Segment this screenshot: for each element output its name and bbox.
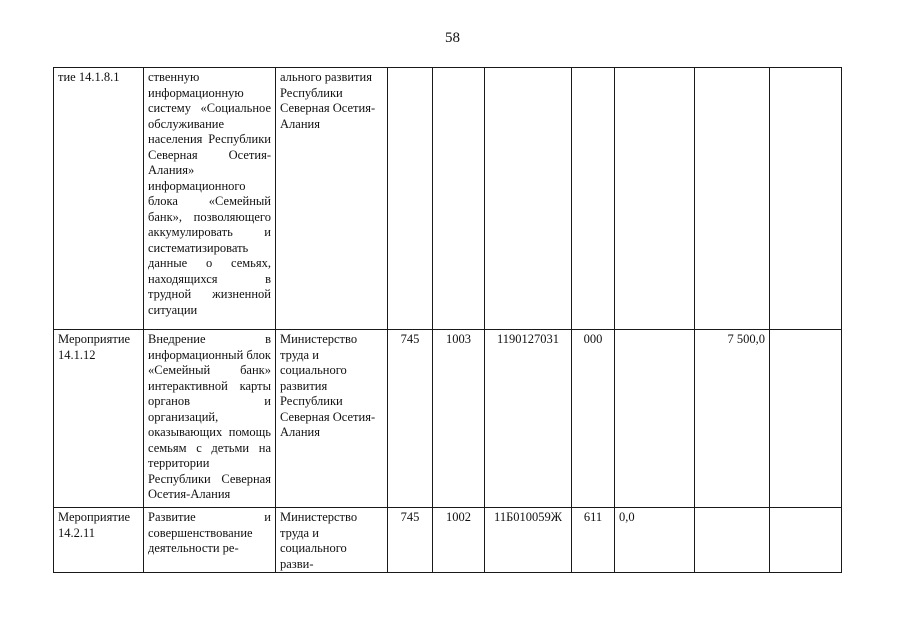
- table-row: [54, 330, 842, 508]
- amount-cell-2: 7 500,0: [695, 330, 770, 508]
- executor-cell: Министерство труда и социального разви-: [276, 508, 388, 573]
- executor-cell: Министерство труда и социального развития Республики Северная Осетия-Алания: [276, 330, 388, 508]
- event-name-cell: Мероприятие 14.2.11: [54, 508, 144, 573]
- csr-cell: 1190127031: [485, 330, 572, 508]
- rzpr-cell: 1002: [433, 508, 485, 573]
- page-number: 58: [445, 30, 460, 46]
- rzpr-cell: [433, 68, 485, 330]
- amount-cell-2: [695, 508, 770, 573]
- rzpr-cell: 1003: [433, 330, 485, 508]
- vr-cell: 611: [572, 508, 615, 573]
- vr-cell: [572, 68, 615, 330]
- amount-cell-3: [770, 508, 842, 573]
- csr-cell: 11Б010059Ж: [485, 508, 572, 573]
- amount-cell-1: 0,0: [615, 508, 695, 573]
- amount-cell-3: [770, 68, 842, 330]
- grbs-cell: 745: [388, 508, 433, 573]
- amount-cell-2: [695, 68, 770, 330]
- event-name-cell: тие 14.1.8.1: [54, 68, 144, 330]
- amount-cell-1: [615, 330, 695, 508]
- budget-table: [53, 67, 842, 573]
- table-row: [54, 508, 842, 573]
- amount-cell-3: [770, 330, 842, 508]
- grbs-cell: 745: [388, 330, 433, 508]
- executor-cell: ального развития Республики Северная Осетия-Алания: [276, 68, 388, 330]
- vr-cell: 000: [572, 330, 615, 508]
- table-row: [54, 68, 842, 330]
- amount-cell-1: [615, 68, 695, 330]
- event-description-cell: Развитие и совершенствование деятельности ре-: [144, 508, 276, 573]
- event-name-cell: Мероприятие 14.1.12: [54, 330, 144, 508]
- grbs-cell: [388, 68, 433, 330]
- event-description-cell: Внедрение в информационный блок «Семейный банк» интерактивной карты органов и организаций, оказывающих помощь семьям с детьми на территории Республики Северная Осетия-Алания: [144, 330, 276, 508]
- csr-cell: [485, 68, 572, 330]
- event-description-cell: ственную информационную систему «Социальное обслуживание населения Республики Северная Осетия-Алания» информационного блока «Семейный банк», позволяющего аккумулировать и систематизировать данные о семьях, находящихся в трудной жизненной ситуации: [144, 68, 276, 330]
